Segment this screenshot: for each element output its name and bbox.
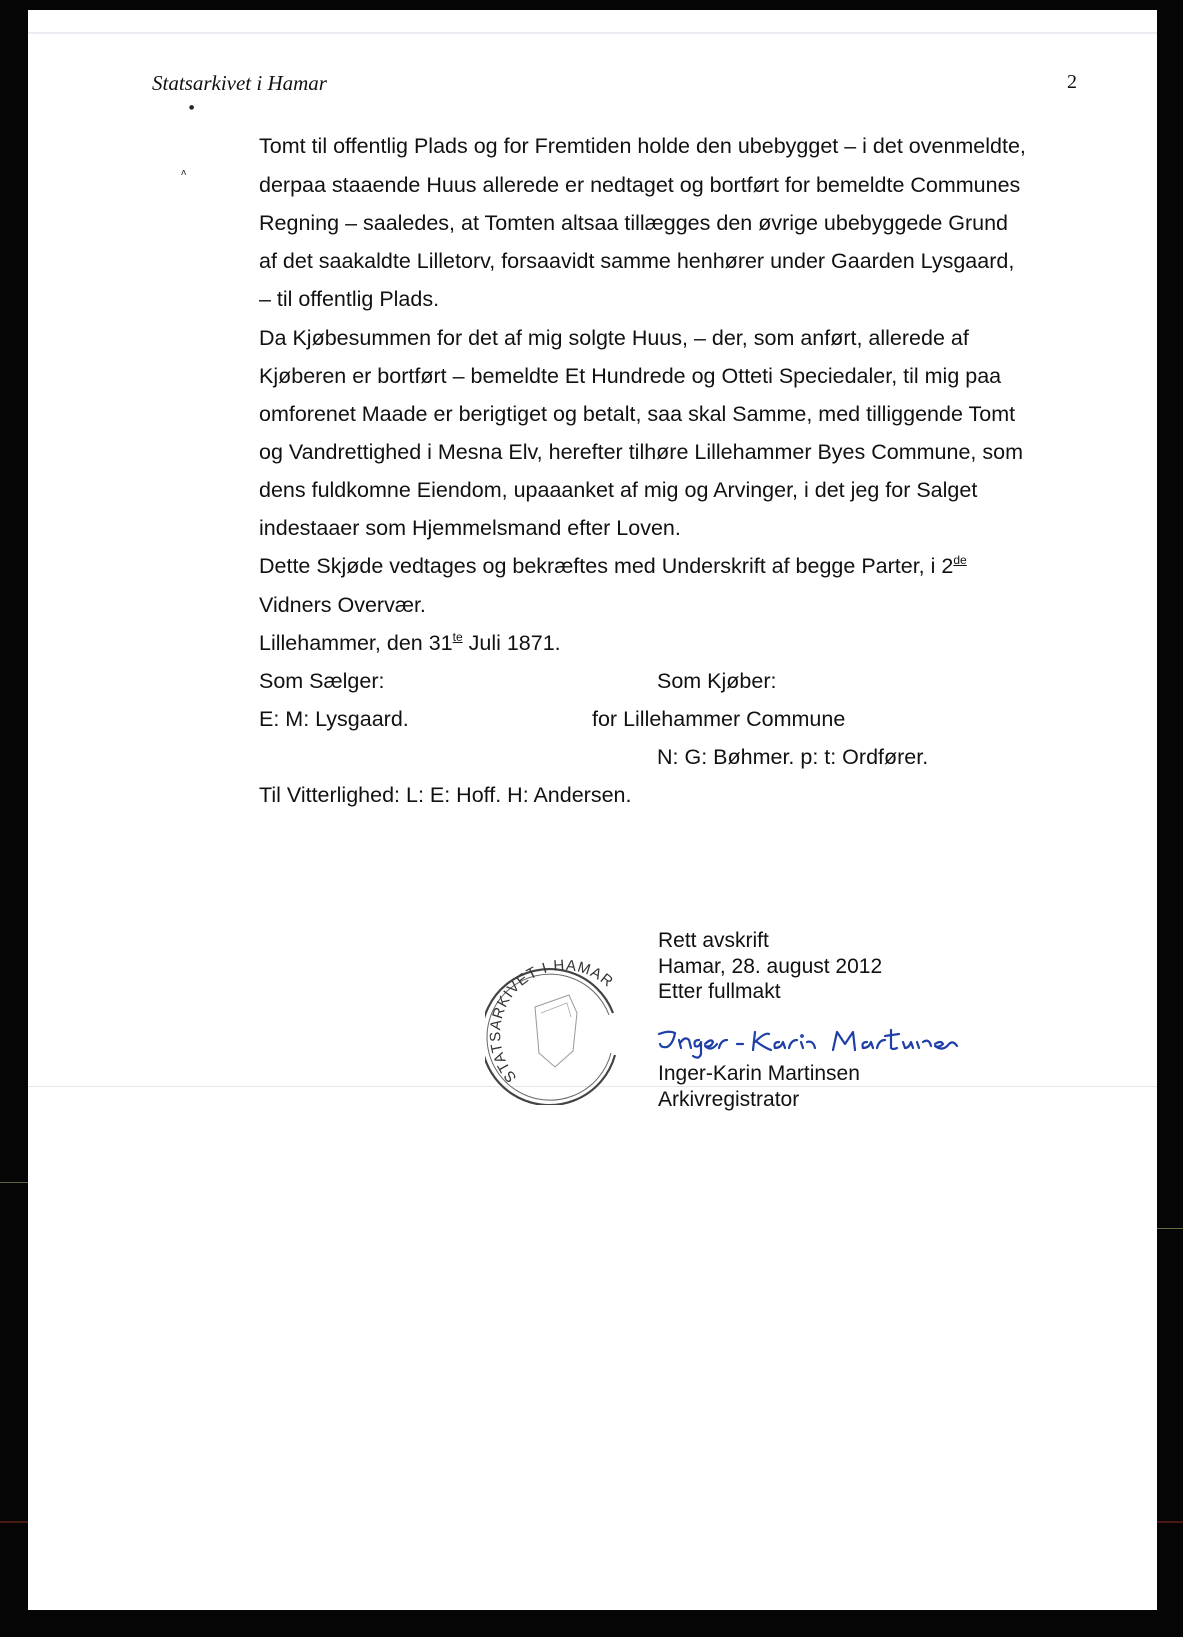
buyer-label: Som Kjøber: <box>657 669 777 693</box>
confirmation-line <box>259 554 967 579</box>
body-line: indestaaer som Hjemmelsmand efter Loven. <box>259 516 681 540</box>
date-suffix: Juli 1871. <box>462 631 561 655</box>
body-line: af det saakaldte Lilletorv, forsaavidt samme henhører under Gaarden Lysgaard, <box>259 249 1015 273</box>
signer-name: Inger-Karin Martinsen <box>658 1062 860 1085</box>
margin-caret-mark: ʌ <box>181 168 187 178</box>
body-line: – til offentlig Plads. <box>259 287 440 311</box>
certification-title: Rett avskrift <box>658 929 769 952</box>
stamp-coat-of-arms-icon <box>535 995 577 1067</box>
scan-artifact-line <box>1157 1228 1183 1229</box>
handwritten-signature <box>655 1022 960 1062</box>
signer-title: Arkivregistrator <box>658 1087 800 1111</box>
seller-label: Som Sælger: <box>259 669 385 693</box>
certification-authority: Etter fullmakt <box>658 980 781 1003</box>
scan-artifact-line <box>0 1521 28 1523</box>
buyer-name: N: G: Bøhmer. p: t: Ordfører. <box>657 745 929 769</box>
scan-artifact-line <box>1157 1521 1183 1523</box>
top-scan-rule <box>28 32 1157 34</box>
confirmation-text: Dette Skjøde vedtages og bekræftes med Underskrift af begge Parter, i 2 <box>259 554 954 578</box>
certification-block <box>658 928 882 1005</box>
date-line <box>259 631 561 656</box>
ordinal-suffix: te <box>452 630 463 644</box>
witnesses-line: Til Vitterlighed: L: E: Hoff. H: Andersen. <box>259 783 632 807</box>
body-line: dens fuldkomne Eiendom, upaaanket af mig og Arvinger, i det jeg for Salget <box>259 478 978 502</box>
date-prefix: Lillehammer, den 31 <box>259 631 453 655</box>
body-line: Tomt til offentlig Plads og for Fremtiden holde den ubebygget – i det ovenmeldte, <box>259 134 1026 158</box>
stamp-text: STATSARKIVET I HAMAR <box>486 956 617 1086</box>
scan-artifact-line <box>0 1182 28 1183</box>
body-line: Da Kjøbesummen for det af mig solgte Huus, – der, som anført, allerede af <box>259 326 969 350</box>
margin-dot-mark: ● <box>189 104 195 111</box>
body-line: derpaa staaende Huus allerede er nedtaget og bortført for bemeldte Communes <box>259 173 1021 197</box>
document-page <box>28 10 1157 1610</box>
body-line: Regning – saaledes, at Tomten altsaa tillægges den øvrige ubebyggede Grund <box>259 211 1009 235</box>
page-number: 2 <box>1067 71 1077 93</box>
body-line: Kjøberen er bortført – bemeldte Et Hundrede og Otteti Speciedaler, til mig paa <box>259 364 1002 388</box>
confirmation-continuation: Vidners Overvær. <box>259 593 426 617</box>
body-line: omforenet Maade er berigtiget og betalt, saa skal Samme, med tilliggende Tomt <box>259 402 1016 426</box>
buyer-on-behalf: for Lillehammer Commune <box>592 707 846 731</box>
archive-header: Statsarkivet i Hamar <box>152 71 327 95</box>
body-line: og Vandrettighed i Mesna Elv, herefter tilhøre Lillehammer Byes Commune, som <box>259 440 1023 464</box>
archive-stamp <box>485 955 635 1105</box>
certification-place-date: Hamar, 28. august 2012 <box>658 954 883 978</box>
ordinal-suffix: de <box>953 553 967 567</box>
seller-name: E: M: Lysgaard. <box>259 707 409 731</box>
signer-block <box>658 1061 860 1112</box>
